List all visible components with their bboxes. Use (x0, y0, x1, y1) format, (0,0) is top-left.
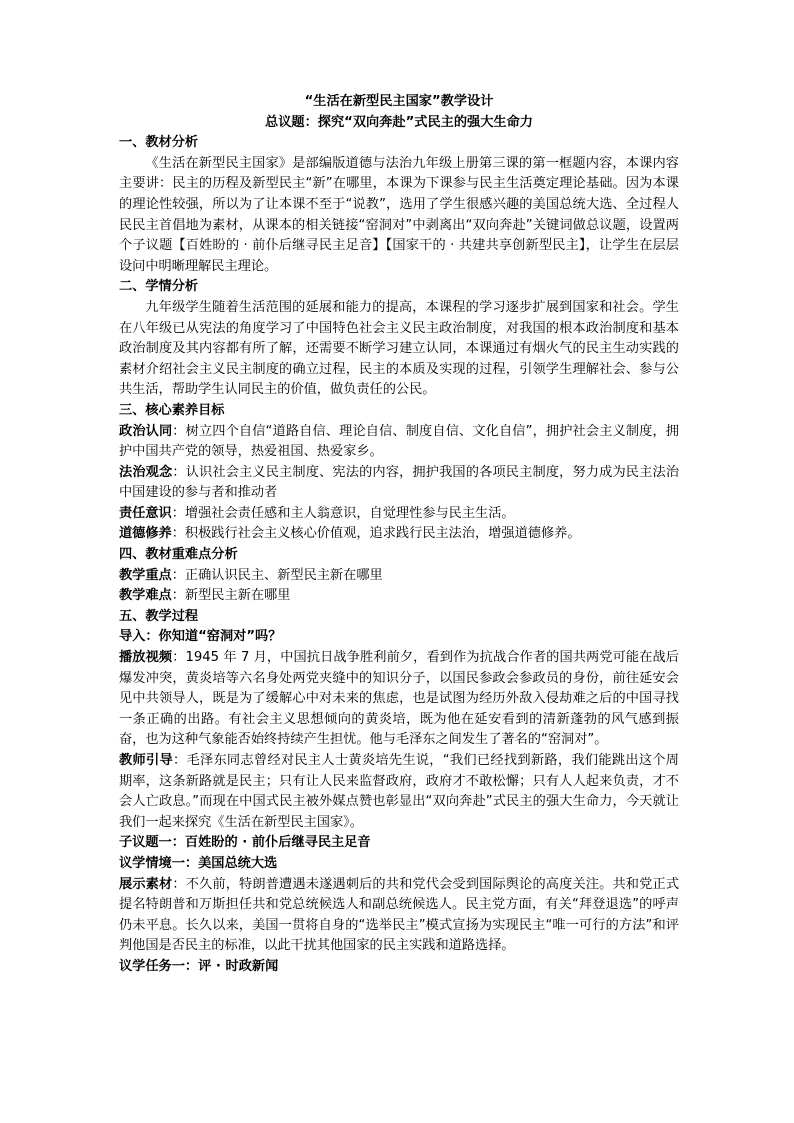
material-lead: 展示素材 (119, 876, 173, 892)
goal-text: ：积极践行社会主义核心价值观，追求践行民主法治，增强道德修养。 (171, 526, 581, 542)
goal-lead: 道德修养 (119, 526, 172, 542)
video-lead: 播放视频 (119, 650, 173, 666)
difficult-point-lead: 教学难点 (119, 588, 172, 604)
material-text: ：不久前，特朗普遭遇未遂遇刺后的共和党代会受到国际舆论的高度关注。共和党正式提名特朗普和万斯担任共和党总统候选人和副总统候选人。民主党方面，有关“拜登退选”的呼声仍未平息。长久以来，美国一贯将自身的“选举民主”模式宣扬为实现民主“唯一可行的方法”和评判他国是否民主的标准，以此干扰其他国家的民主实践和道路选择。 (119, 876, 680, 954)
sub-topic-one-heading: 子议题一：百姓盼的 · 前仆后继寻民主足音 (119, 835, 371, 851)
teacher-guide-paragraph (119, 751, 679, 833)
goal-responsibility (119, 504, 679, 525)
teacher-guide-text: ：毛泽东同志曾经对民主人士黄炎培先生说，“我们已经找到新路，我们能跳出这个周期率，这条新路就是民主；只有让人民来监督政府，政府才不敢松懈；只有人人起来负责，才不会人亡政息。”而现在中国式民主被外媒点赞也彰显出“双向奔赴”式民主的强大生命力，今天就让我们一起来探究《生活在新型民主国家》。 (119, 753, 679, 830)
paragraph-student-analysis: 九年级学生随着生活范围的延展和能力的提高，本课程的学习逐步扩展到国家和社会。学生在八年级已从宪法的角度学习了中国特色社会主义民主政治制度，对我国的根本政治制度和基本政治制度及其内容都有所了解，还需要不断学习建立认同，本课通过有烟火气的民主生动实践的素材介绍社会主义民主制度的确立过程，民主的本质及实现的过程，引领学生理解社会、参与公共生活，帮助学生认同民主的价值，做负责任的公民。 (119, 299, 679, 398)
goal-lead: 法治观念 (119, 464, 173, 480)
section-heading-core-goals: 三、核心素养目标 (119, 402, 225, 418)
video-text: ：1945 年 7 月，中国抗日战争胜利前夕，看到作为抗战合作者的国共两党可能在战后爆发冲突，黄炎培等六名身处两党夹缝中的知识分子，以国民参政会参政员的身份，前往延安会见中共领导人，既是为了缓解心中对未来的焦虑，也是试图为经历外敌入侵劫难之后的中国寻找一条正确的出路。有社会主义思想倾向的黄炎培，既为他在延安看到的清新蓬勃的风气感到振奋，也为这种气象能否始终持续产生担忧。他与毛泽东之间发生了著名的“窑洞对”。 (119, 650, 679, 748)
key-point (119, 566, 679, 587)
goal-text: ：树立四个自信“道路自信、理论自信、制度自信、文化自信”，拥护社会主义制度，拥护中国共产党的领导，热爱祖国、热爱家乡。 (119, 423, 679, 460)
intro-heading: 导入：你知道“窑洞对”吗？ (119, 629, 282, 645)
difficult-point (119, 586, 679, 607)
section-heading-teaching-process: 五、教学过程 (119, 608, 199, 624)
difficult-point-text: ：新型民主新在哪里 (171, 588, 291, 604)
section-heading-key-points: 四、教材重难点分析 (119, 547, 238, 563)
section-heading-student-analysis: 二、学情分析 (119, 279, 199, 295)
scene-one-heading: 议学情境一：美国总统大选 (119, 855, 278, 871)
teacher-guide-lead: 教师引导 (119, 753, 173, 768)
paragraph-textbook-analysis: 《生活在新型民主国家》是部编版道德与法治九年级上册第三课的第一框题内容，本课内容主要讲：民主的历程及新型民主“新”在哪里，本课为下课参与民主生活奠定理论基础。因为本课的理论性较强，所以为了让本课不至于“说教”，选用了学生很感兴趣的美国总统大选、全过程人民民主首倡地为素材，从课本的相关链接“窑洞对”中剥离出“双向奔赴”关键词做总议题，设置两个子议题【百姓盼的 · 前仆后继寻民主足音】【国家干的 · 共建共享创新型民主】，让学生在层层设问中明晰理解民主理论。 (119, 155, 679, 274)
material-paragraph (119, 875, 679, 957)
goal-lead: 政治认同 (119, 423, 173, 439)
goal-text: ：认识社会主义民主制度、宪法的内容，拥护我国的各项民主制度，努力成为民主法治中国建设的参与者和推动者 (119, 464, 680, 501)
section-heading-textbook-analysis: 一、教材分析 (119, 135, 199, 151)
document-subtitle: 总议题：探究“双向奔赴”式民主的强大生命力 (265, 114, 533, 130)
goal-political-identity (119, 422, 679, 463)
key-point-lead: 教学重点 (119, 567, 172, 583)
document-title: “生活在新型民主国家”教学设计 (304, 94, 494, 109)
document-page (119, 92, 679, 978)
key-point-text: ：正确认识民主、新型民主新在哪里 (171, 567, 383, 583)
task-one-heading: 议学任务一：评 · 时政新闻 (119, 958, 279, 974)
video-paragraph (119, 648, 679, 751)
goal-morality (119, 524, 679, 545)
goal-text: ：增强社会责任感和主人翁意识，自觉理性参与民主生活。 (171, 505, 515, 521)
goal-rule-of-law (119, 463, 679, 504)
goal-lead: 责任意识 (119, 505, 172, 521)
